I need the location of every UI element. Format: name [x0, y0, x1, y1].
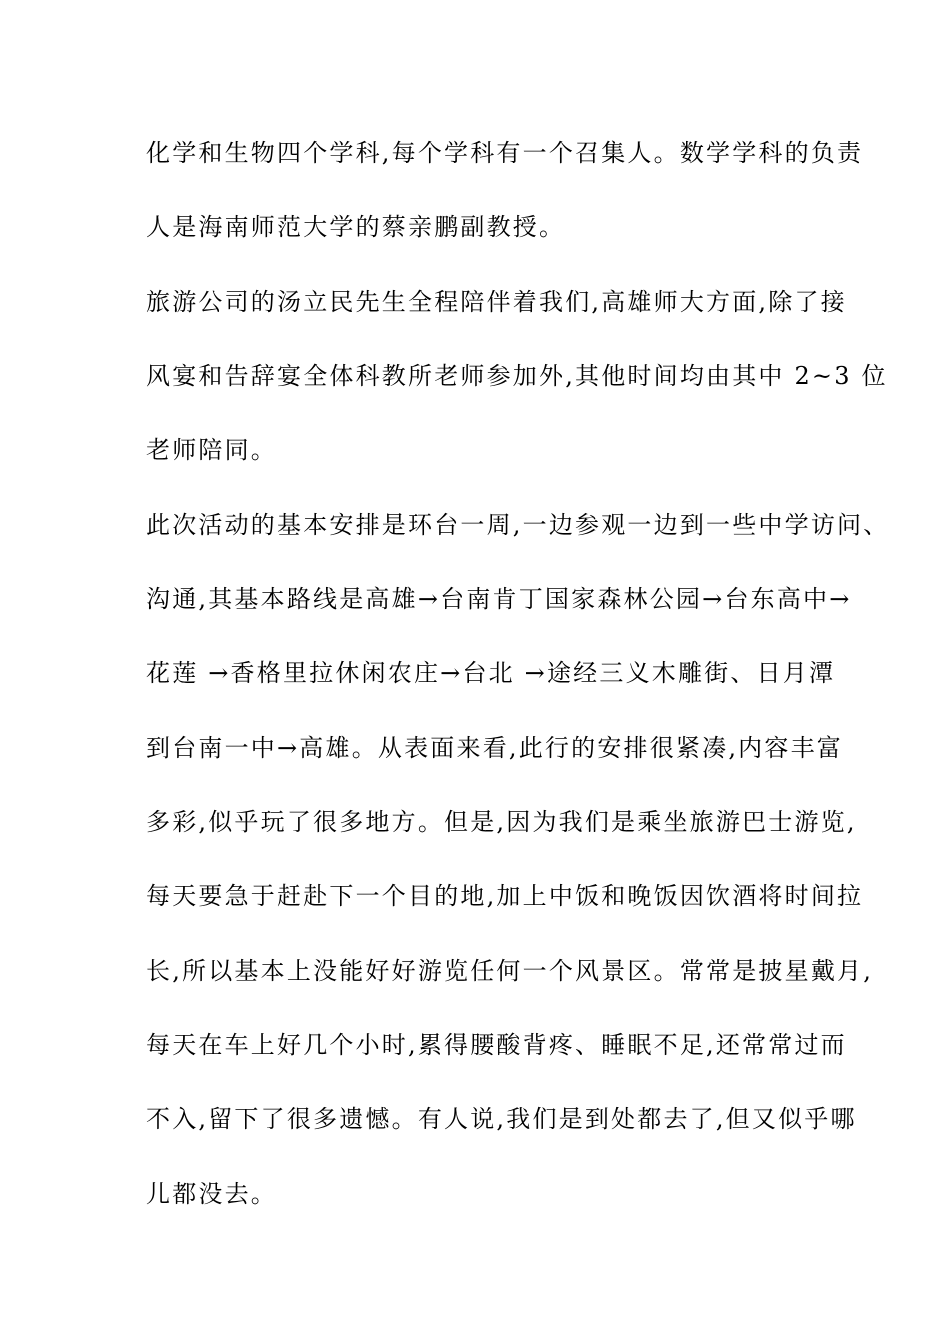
text-line: 长,所以基本上没能好好游览任何一个风景区。常常是披星戴月, — [146, 957, 874, 985]
text-line: 每天在车上好几个小时,累得腰酸背疼、睡眠不足,还常常过而 — [146, 1031, 847, 1059]
text-line: 花莲 →香格里拉休闲农庄→台北 →途经三义木雕街、日月潭 — [146, 659, 836, 687]
text-line: 风宴和告辞宴全体科教所老师参加外,其他时间均由其中 2~3 位 — [146, 362, 888, 390]
text-line: 化学和生物四个学科,每个学科有一个召集人。数学学科的负责 — [146, 139, 864, 167]
text-line: 老师陪同。 — [146, 436, 277, 464]
text-line: 儿都没去。 — [146, 1180, 277, 1208]
text-line: 旅游公司的汤立民先生全程陪伴着我们,高雄师大方面,除了接 — [146, 288, 847, 316]
text-line: 此次活动的基本安排是环台一周,一边参观一边到一些中学访问、 — [146, 511, 890, 539]
text-line: 到台南一中→高雄。从表面来看,此行的安排很紧凑,内容丰富 — [146, 734, 843, 762]
text-line: 多彩,似乎玩了很多地方。但是,因为我们是乘坐旅游巴士游览, — [146, 808, 857, 836]
text-line: 不入,留下了很多遗憾。有人说,我们是到处都去了,但又似乎哪 — [146, 1105, 857, 1133]
text-line: 沟通,其基本路线是高雄→台南肯丁国家森林公园→台东高中→ — [146, 585, 852, 613]
text-line: 每天要急于赶赴下一个目的地,加上中饭和晚饭因饮酒将时间拉 — [146, 882, 864, 910]
text-line: 人是海南师范大学的蔡亲鹏副教授。 — [146, 213, 566, 241]
